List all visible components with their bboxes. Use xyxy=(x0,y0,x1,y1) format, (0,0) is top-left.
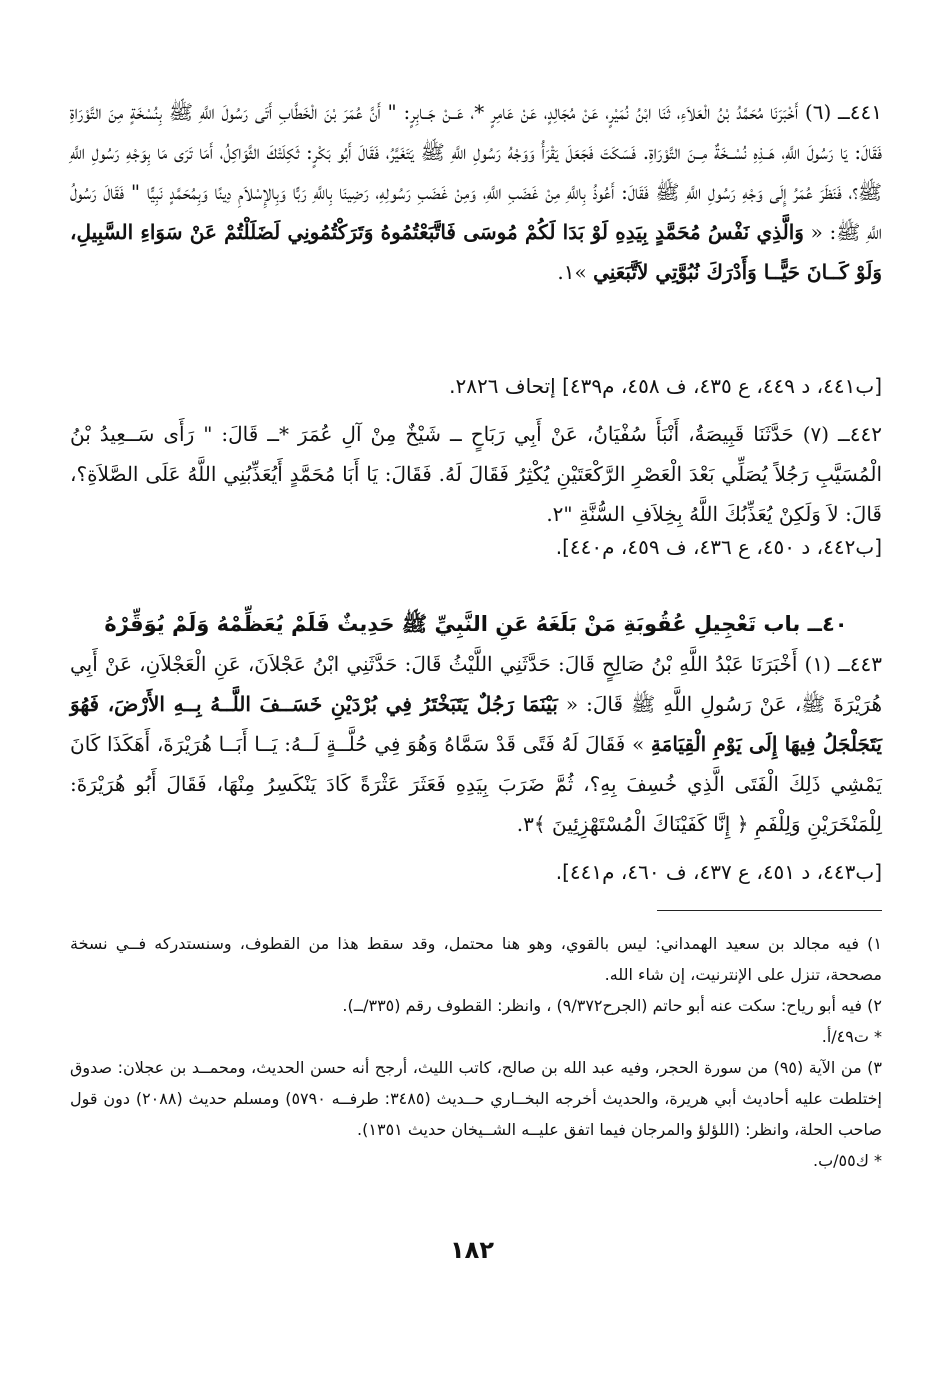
hadith-442 xyxy=(70,414,882,534)
hadith-441-matn: وَالَّذِي نَفْسُ مُحَمَّدٍ بِيَدِهِ لَوْ بَدَا لَكُمْ مُوسَى فَاتَّبَعْتُمُوهُ وَتَرَكْتُمُونِي لَضَلَلْتُمْ عَنْ سَوَاءِ السَّبِيلِ، وَلَوْ كَــانَ حَيًّــا وَأَدْرَكَ نُبُوَّتِي لاَتَّبَعَنِي xyxy=(70,220,882,284)
hadith-443-rest: » فَقَالَ لَهُ فَتًى قَدْ سَمَّاهُ وَهُوَ فِي حُلَّــةٍ لَــهُ: يَــا أَبَــا هُرَيْرَةَ، أَهَكَذَا كَانَ يَمْشِي ذَلِكَ الْفَتَى الَّذِي خُسِفَ بِهِ؟، ثُمَّ ضَرَبَ بِيَدِهِ فَعَثَرَ عَثْرَةً كَادَ يَنْكَسِرُ مِنْهَا، فَقَالَ أَبُو هُرَيْرَةَ: لِلْمَنْخَرَيْنِ وَلِلْفَمِ ﴿ إِنَّا كَفَيْنَاكَ الْمُسْتَهْزِئِينَ ﴾٣. xyxy=(70,732,882,836)
hadith-441-text xyxy=(70,92,882,292)
hadith-441-end: »١. xyxy=(557,260,587,284)
footnote-2-marker: * ت٤٩/أ. xyxy=(821,1027,882,1046)
hadith-441-intro: ٤٤١ــ (٦) أَخْبَرَنَا مُحَمَّدُ بْنُ الْعَلاَءِ، ثَنَا ابْنُ نُمَيْرٍ، عَنْ مُجَالِدٍ، عَنْ عَامِرٍ *، عَــنْ جَــابِرٍ: " أَنَّ عُمَرَ بْنَ الْخَطَّابِ أَتَى رَسُولَ اللَّهِ ﷺ بِنُسْخَةٍ مِنَ التَّوْرَاةِ فَقَالَ: يَا رَسُولَ اللَّهِ، هَــذِهِ نُسْــخَةٌ مِــنَ التَّوْرَاةِ. فَسَكَتَ فَجَعَلَ يَقْرَأُ وَوَجْهُ رَسُولِ اللَّهِ ﷺ يَتَغَيَّرُ، فَقَالَ أَبُو بَكْرٍ: ثَكِلَتْكَ الثَّوَاكِلُ، أَمَا تَرَى مَا بِوَجْهِ رَسُولِ اللَّهِ ﷺ؟، فَنَظَرَ عُمَرُ إِلَى وَجْهِ رَسُولِ اللَّهِ ﷺ فَقَالَ: أَعُوذُ بِاللَّهِ مِنْ غَضَبِ اللَّهِ، وَمِنْ غَضَبِ رَسُولِهِ، رَضِينَا بِاللَّهِ رَبًّا وَبِالإِسْلاَمِ دِينًا وَبِمُحَمَّدٍ نَبِيًّا " فَقَالَ رَسُولُ اللَّهِ ﷺ: « xyxy=(70,100,882,244)
page-number: ١٨٢ xyxy=(450,1236,494,1264)
hadith-442-reference: [ب٤٤٢، د ٤٥٠، ع ٤٣٦، ف ٤٥٩، م٤٤٠]. xyxy=(555,535,882,559)
hadith-443-reference: [ب٤٤٣، د ٤٥١، ع ٤٣٧، ف ٤٦٠، م٤٤١]. xyxy=(555,860,882,884)
footnote-2: ٢) فيه أبو رياح: سكت عنه أبو حاتم (الجرح٩/٣٧٢) ، وانظر: القطوف رقم (٣٣٥/ــ). xyxy=(342,996,882,1015)
footnote-3-marker: * ك٥٥/ب. xyxy=(812,1151,882,1170)
hadith-442-text: ٤٤٢ــ (٧) حَدَّثَنَا قَبِيصَةُ، أَنْبَأَ سُفْيَانُ، عَنْ أَبِي رَبَاحٍ ــ شَيْخٌ مِنْ آلِ عُمَرَ *ــ قَالَ: " رَأَى سَــعِيدُ بْنُ الْمُسَيَّبِ رَجُلاً يُصَلِّي بَعْدَ الْعَصْرِ الرَّكْعَتَيْنِ يُكْثِرُ فَقَالَ لَهُ. فَقَالَ: يَا أَبَا مُحَمَّدٍ أَيُعَذِّبُنِي اللَّهُ عَلَى الصَّلاَةِ؟، قَالَ: لاَ وَلَكِنْ يُعَذِّبُكَ اللَّهُ بِخِلاَفِ السُّنَّةِ "٢. xyxy=(70,422,882,526)
hadith-443-intro: ٤٤٣ــ (١) أَخْبَرَنَا عَبْدُ اللَّهِ بْنُ صَالِحٍ قَالَ: حَدَّثَنِي اللَّيْثُ قَالَ: حَدَّثَنِي ابْنُ عَجْلاَنَ، عَنِ الْعَجْلاَنِ، عَنْ أَبِي هُرَيْرَةَ ﷺ، عَنْ رَسُولِ اللَّهِ ﷺ قَالَ: « xyxy=(70,652,882,716)
footnote-separator xyxy=(657,910,882,911)
footnotes xyxy=(70,928,882,1176)
hadith-441-reference: [ب٤٤١، د ٤٤٩، ع ٤٣٥، ف ٤٥٨، م٤٣٩] إتحاف ٢٨٢٦. xyxy=(449,374,882,398)
hadith-443 xyxy=(70,644,882,844)
footnote-3: ٣) من الآية (٩٥) من سورة الحجر، وفيه عبد الله بن صالح، كاتب الليث، أرجح أنه حسن الحديث، ومحمــد بن عجلان: صدوق إختلطت عليه أحاديث أبي هريرة، والحديث أخرجه البخــاري حــديث (٣٤٨٥: طرفــه ٥٧٩٠) ومسلم حديث (٢٠٨٨) دون قول صاحب الحلة، وانظر: (اللؤلؤ والمرجان فيما اتفق عليــه الشــيخان حديث ١٣٥١). xyxy=(70,1058,883,1139)
footnote-1: ١) فيه مجالد بن سعيد الهمداني: ليس بالقوي، وهو هنا محتمل، وقد سقط هذا من القطوف، وسنستدركه فــي نسخة مصححة، تنزل على الإنترنيت، إن شاء الله. xyxy=(70,934,882,984)
hadith-441 xyxy=(70,92,882,292)
hadith-443-text xyxy=(70,644,882,844)
chapter-heading: ٤٠ــ باب تَعْجِيلِ عُقُوبَةِ مَنْ بَلَغَهُ عَنِ النَّبِيِّ ﷺ حَدِيثٌ فَلَمْ يُعَظِّمْهُ وَلَمْ يُوَقِّرْهُ xyxy=(104,612,848,636)
hadith-443-matn: بَيْنَمَا رَجُلٌ يَتَبَخْتَرُ فِي بُرْدَيْنِ خَسَــفَ اللَّــهُ بِــهِ الأَرْضَ، فَهُوَ يَتَجَلْجَلُ فِيهَا إِلَى يَوْمِ الْقِيَامَةِ xyxy=(70,692,883,756)
